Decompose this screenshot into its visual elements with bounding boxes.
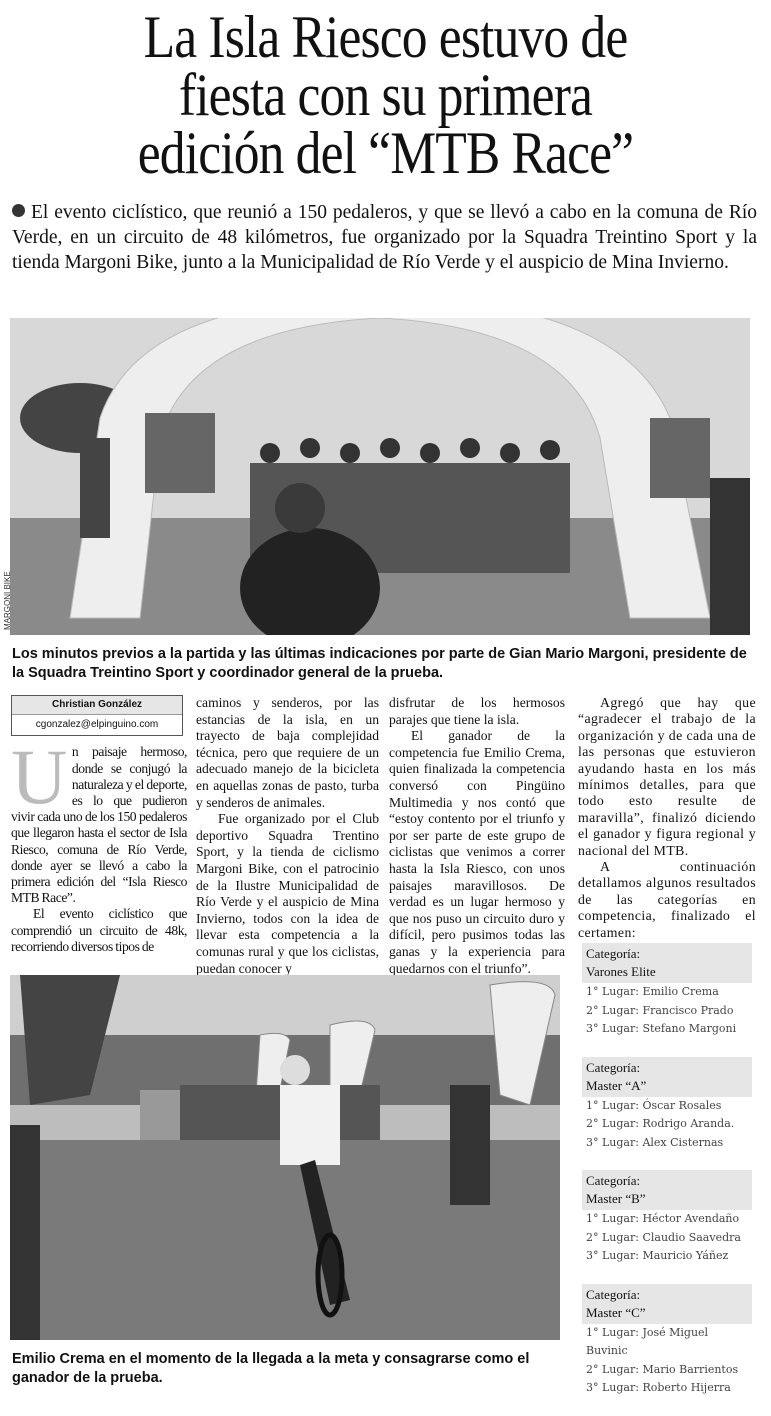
- lead-paragraph: [12, 200, 757, 275]
- result-place: 2° Lugar: Claudio Saavedra: [586, 1230, 741, 1244]
- category-name: Master “C”: [586, 1304, 646, 1320]
- result-place: 2° Lugar: Francisco Prado: [586, 1003, 734, 1017]
- photo2-caption: Emilio Crema en el momento de la llegada a la meta y consagrarse como el ganador de la prueba.: [12, 1351, 530, 1386]
- category-name: Master “B”: [586, 1191, 646, 1206]
- results-category: [582, 1057, 752, 1153]
- paragraph: disfrutar de los hermosos parajes que tiene la isla.: [389, 695, 565, 727]
- category-name: Master “A”: [586, 1077, 647, 1093]
- article-column-3: [389, 695, 565, 977]
- paragraph: Fue organizado por el Club deportivo Squadra Trentino Sport, y la tienda de ciclismo Margoni Bike, con el patrocinio de la Ilustre Municipalidad de Río Verde y el auspicio de Mina Invierno, todos con la idea de llevar esta competencia a la comunas rural y que los ciclistas, puedan conocer y: [196, 811, 379, 976]
- result-place: 1° Lugar: Héctor Avendaño: [586, 1212, 740, 1225]
- results-category: [582, 1170, 752, 1266]
- result-place: 1° Lugar: Emilio Crema: [586, 985, 719, 998]
- category-label: Categoría:: [586, 1286, 641, 1302]
- bullet-icon: [12, 204, 25, 217]
- author-email[interactable]: cgonzalez@elpinguino.com: [35, 719, 159, 731]
- result-place: 2° Lugar: Mario Barrientos: [586, 1362, 739, 1376]
- category-label: Categoría:: [586, 1059, 641, 1075]
- result-place: 2° Lugar: Rodrigo Aranda.: [586, 1117, 735, 1130]
- byline: [11, 695, 183, 736]
- headline: [54, 4, 717, 186]
- headline-line: La Isla Riesco estuvo de: [143, 4, 628, 70]
- photo-race-start: [10, 318, 750, 635]
- result-place: 3° Lugar: Alex Cisternas: [586, 1135, 724, 1149]
- category-label: Categoría:: [586, 946, 641, 961]
- article-column-4: [578, 695, 756, 941]
- article-column-2: [196, 695, 379, 977]
- author-name: Christian González: [12, 696, 182, 715]
- paragraph: Agregó que hay que “agradecer el trabajo de la organización y de cada una de las personas que estuvieron ayudando hasta en los más mínimos detalles, para que todo esto resulte de maravilla”, finalizó diciendo el ganador y figura regional y nacional del MTB.: [578, 695, 756, 858]
- lead-text: El evento ciclístico, que reunió a 150 pedaleros, y que se llevó a cabo en la comuna de Río Verde, en un circuito de 48 kilómetros, fue organizado por la Squadra Treintino Sport y la tienda Margoni Bike, junto a la Municipalidad de Río Verde y el auspicio de Mina Invierno.: [12, 202, 757, 273]
- result-place: 3° Lugar: Stefano Margoni: [586, 1022, 737, 1035]
- paragraph: A continuación detallamos algunos resultados de las categorías en competencia, finalizado el certamen:: [578, 859, 756, 940]
- article-column-1: [11, 695, 187, 955]
- photo-credit: MARGONI BIKE: [3, 571, 12, 630]
- results-category: [582, 943, 752, 1039]
- result-place: 1° Lugar: José Miguel Buvinic: [586, 1325, 709, 1357]
- result-place: 3° Lugar: Roberto Hijerra: [586, 1381, 731, 1394]
- result-place: 1° Lugar: Óscar Rosales: [586, 1098, 722, 1112]
- headline-line: edición del “MTB Race”: [137, 120, 634, 186]
- paragraph: caminos y senderos, por las estancias de la isla, en un trayecto de baja complejidad técnica, pero que requiere de un adecuado manejo de la bicicleta en aquellas zonas de pasto, turba y senderos de animales.: [196, 695, 379, 810]
- result-place: 3° Lugar: Mauricio Yáñez: [586, 1249, 729, 1262]
- results-category: [582, 1284, 752, 1398]
- category-name: Varones Elite: [586, 964, 656, 979]
- paragraph: El ganador de la competencia fue Emilio Crema, quien finalizada la competencia conversó con Pingüino Multimedia y nos contó que “estoy contento por el triunfo y por ser parte de este grupo de ciclistas que venimos a correr hasta la Isla Riesco, con unos paisajes maravillosos. De verdad es un lugar hermoso y que nos puso un circuito duro y difícil, pero pusimos todas las ganas y la experiencia para quedarnos con el triunfo”.: [389, 728, 565, 976]
- headline-line: fiesta con su primera: [178, 62, 593, 128]
- paragraph: n paisaje hermoso, donde se conjugó la naturaleza y el deporte, es lo que pudieron vivir cada uno de los 150 pedaleros que llegaron hasta el sector de Isla Riesco, comuna de Río Verde, donde ayer se llevó a cabo la primera edición del “Isla Riesco MTB Race”.: [11, 744, 187, 906]
- paragraph: El evento ciclístico que comprendió un circuito de 48k, recorriendo diversos tipos de: [11, 906, 187, 954]
- drop-cap: U: [11, 733, 67, 821]
- photo1-caption: Los minutos previos a la partida y las últimas indicaciones por parte de Gian Mario Margoni, presidente de la Squadra Treintino Sport y coordinador general de la prueba.: [12, 646, 747, 681]
- results-box: [582, 943, 752, 1416]
- photo-winner-finish: [10, 975, 560, 1340]
- category-label: Categoría:: [586, 1173, 641, 1188]
